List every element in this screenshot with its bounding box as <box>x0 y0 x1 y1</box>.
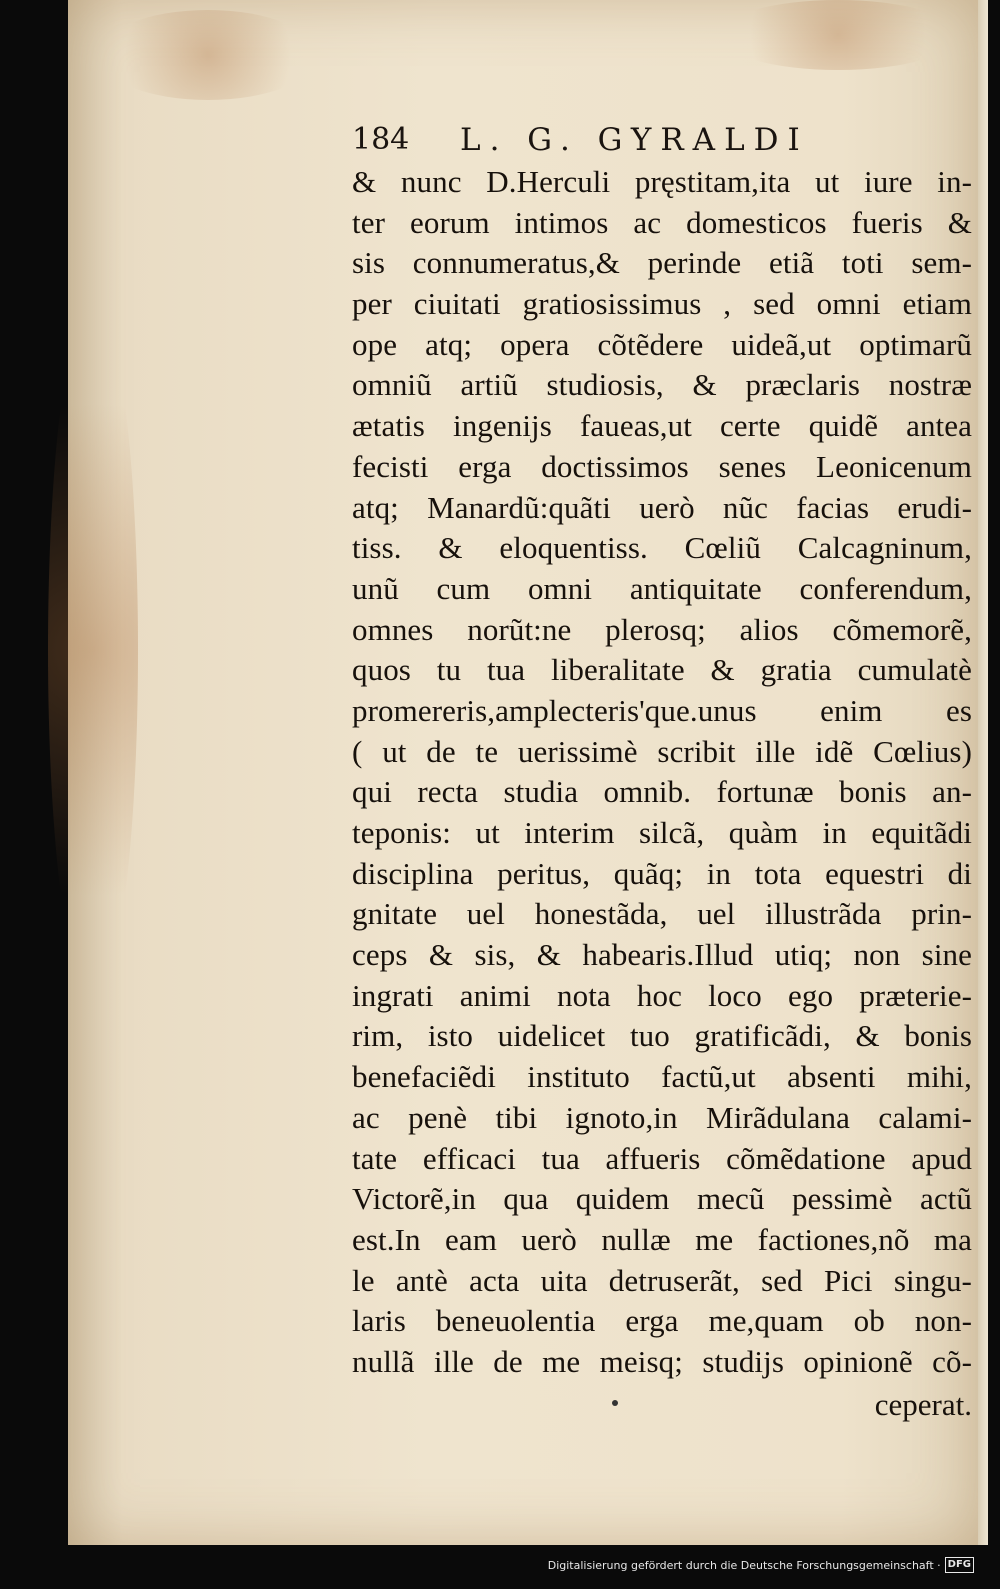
text-line: sis connumeratus,& perinde etiã toti sem- <box>352 245 972 281</box>
dfg-logo: DFG <box>945 1557 974 1573</box>
paper-stain <box>98 10 318 100</box>
text-line: tate efficaci tua affueris cõmẽdatione apud <box>352 1140 972 1176</box>
text-line: ter eorum intimos ac domesticos fueris & <box>352 204 972 240</box>
text-line: rim, isto uidelicet tuo gratificãdi, & bonis <box>352 1018 972 1054</box>
paper-stain <box>718 0 958 70</box>
text-line: le antè acta uita detruserãt, sed Pici singu- <box>352 1262 972 1298</box>
running-title: L. G. GYRALDI <box>460 122 809 158</box>
text-line: ceps & sis, & habearis.Illud utiq; non sine <box>352 937 972 973</box>
text-line: teponis: ut interim silcã, quàm in equitãdi <box>352 815 972 850</box>
text-line: laris beneuolentia erga me,quam ob non- <box>352 1303 972 1339</box>
paper-stain <box>48 300 138 1000</box>
text-line: ac penè tibi ignoto,in Mirãdulana calami- <box>352 1099 972 1135</box>
text-line: atq; Manardũ:quãti uerò nũc facias erudi- <box>352 489 972 525</box>
text-line: tiss. & eloquentiss. Cœliũ Calcagninum, <box>352 530 972 566</box>
ink-speck <box>612 1400 618 1406</box>
text-line: gnitate uel honestãda, uel illustrãda prin- <box>352 896 972 932</box>
text-line: disciplina peritus, quãq; in tota equestri di <box>352 855 972 891</box>
text-line: & nunc D.Herculi pręstitam,ita ut iure in- <box>352 164 972 199</box>
text-line: qui recta studia omnib. fortunæ bonis an- <box>352 774 972 810</box>
text-line: quos tu tua liberalitate & gratia cumulatè <box>352 652 972 688</box>
text-line: promereris,amplecteris'que.unus enim es <box>352 692 972 728</box>
text-line: fecisti erga doctissimos senes Leonicenum <box>352 448 972 484</box>
text-line: ope atq; opera cõtẽdere uideã,ut optimarũ <box>352 326 972 362</box>
text-line: ( ut de te uerissimè scribit ille idẽ Cœlius) <box>352 733 972 769</box>
catchword: ceperat. <box>874 1386 972 1422</box>
text-line: Victorẽ,in qua quidem mecũ pessimè actũ <box>352 1181 972 1217</box>
text-line: unũ cum omni antiquitate conferendum, <box>352 570 972 606</box>
credit-text: Digitalisierung gefördert durch die Deutsche Forschungsgemeinschaft · <box>547 1558 941 1572</box>
digitization-credit <box>548 1555 974 1575</box>
page-number: 184 <box>352 122 410 157</box>
text-line: benefaciẽdi instituto factũ,ut absenti mihi, <box>352 1059 972 1095</box>
text-line: omniũ artiũ studiosis, & præclaris nostræ <box>352 367 972 403</box>
running-head <box>352 122 952 164</box>
text-line: ætatis ingenijs faueas,ut certe quidẽ antea <box>352 408 972 444</box>
body-text <box>352 162 972 1425</box>
page-edge <box>978 0 988 1545</box>
text-line: per ciuitati gratiosissimus , sed omni etiam <box>352 286 972 322</box>
text-line: omnes norũt:ne plerosq; alios cõmemorẽ, <box>352 611 972 647</box>
text-line: nullã ille de me meisq; studijs opinionẽ cõ- <box>352 1343 972 1379</box>
text-line: ingrati animi nota hoc loco ego præterie- <box>352 977 972 1013</box>
text-line: est.In eam uerò nullæ me factiones,nõ ma <box>352 1221 972 1257</box>
